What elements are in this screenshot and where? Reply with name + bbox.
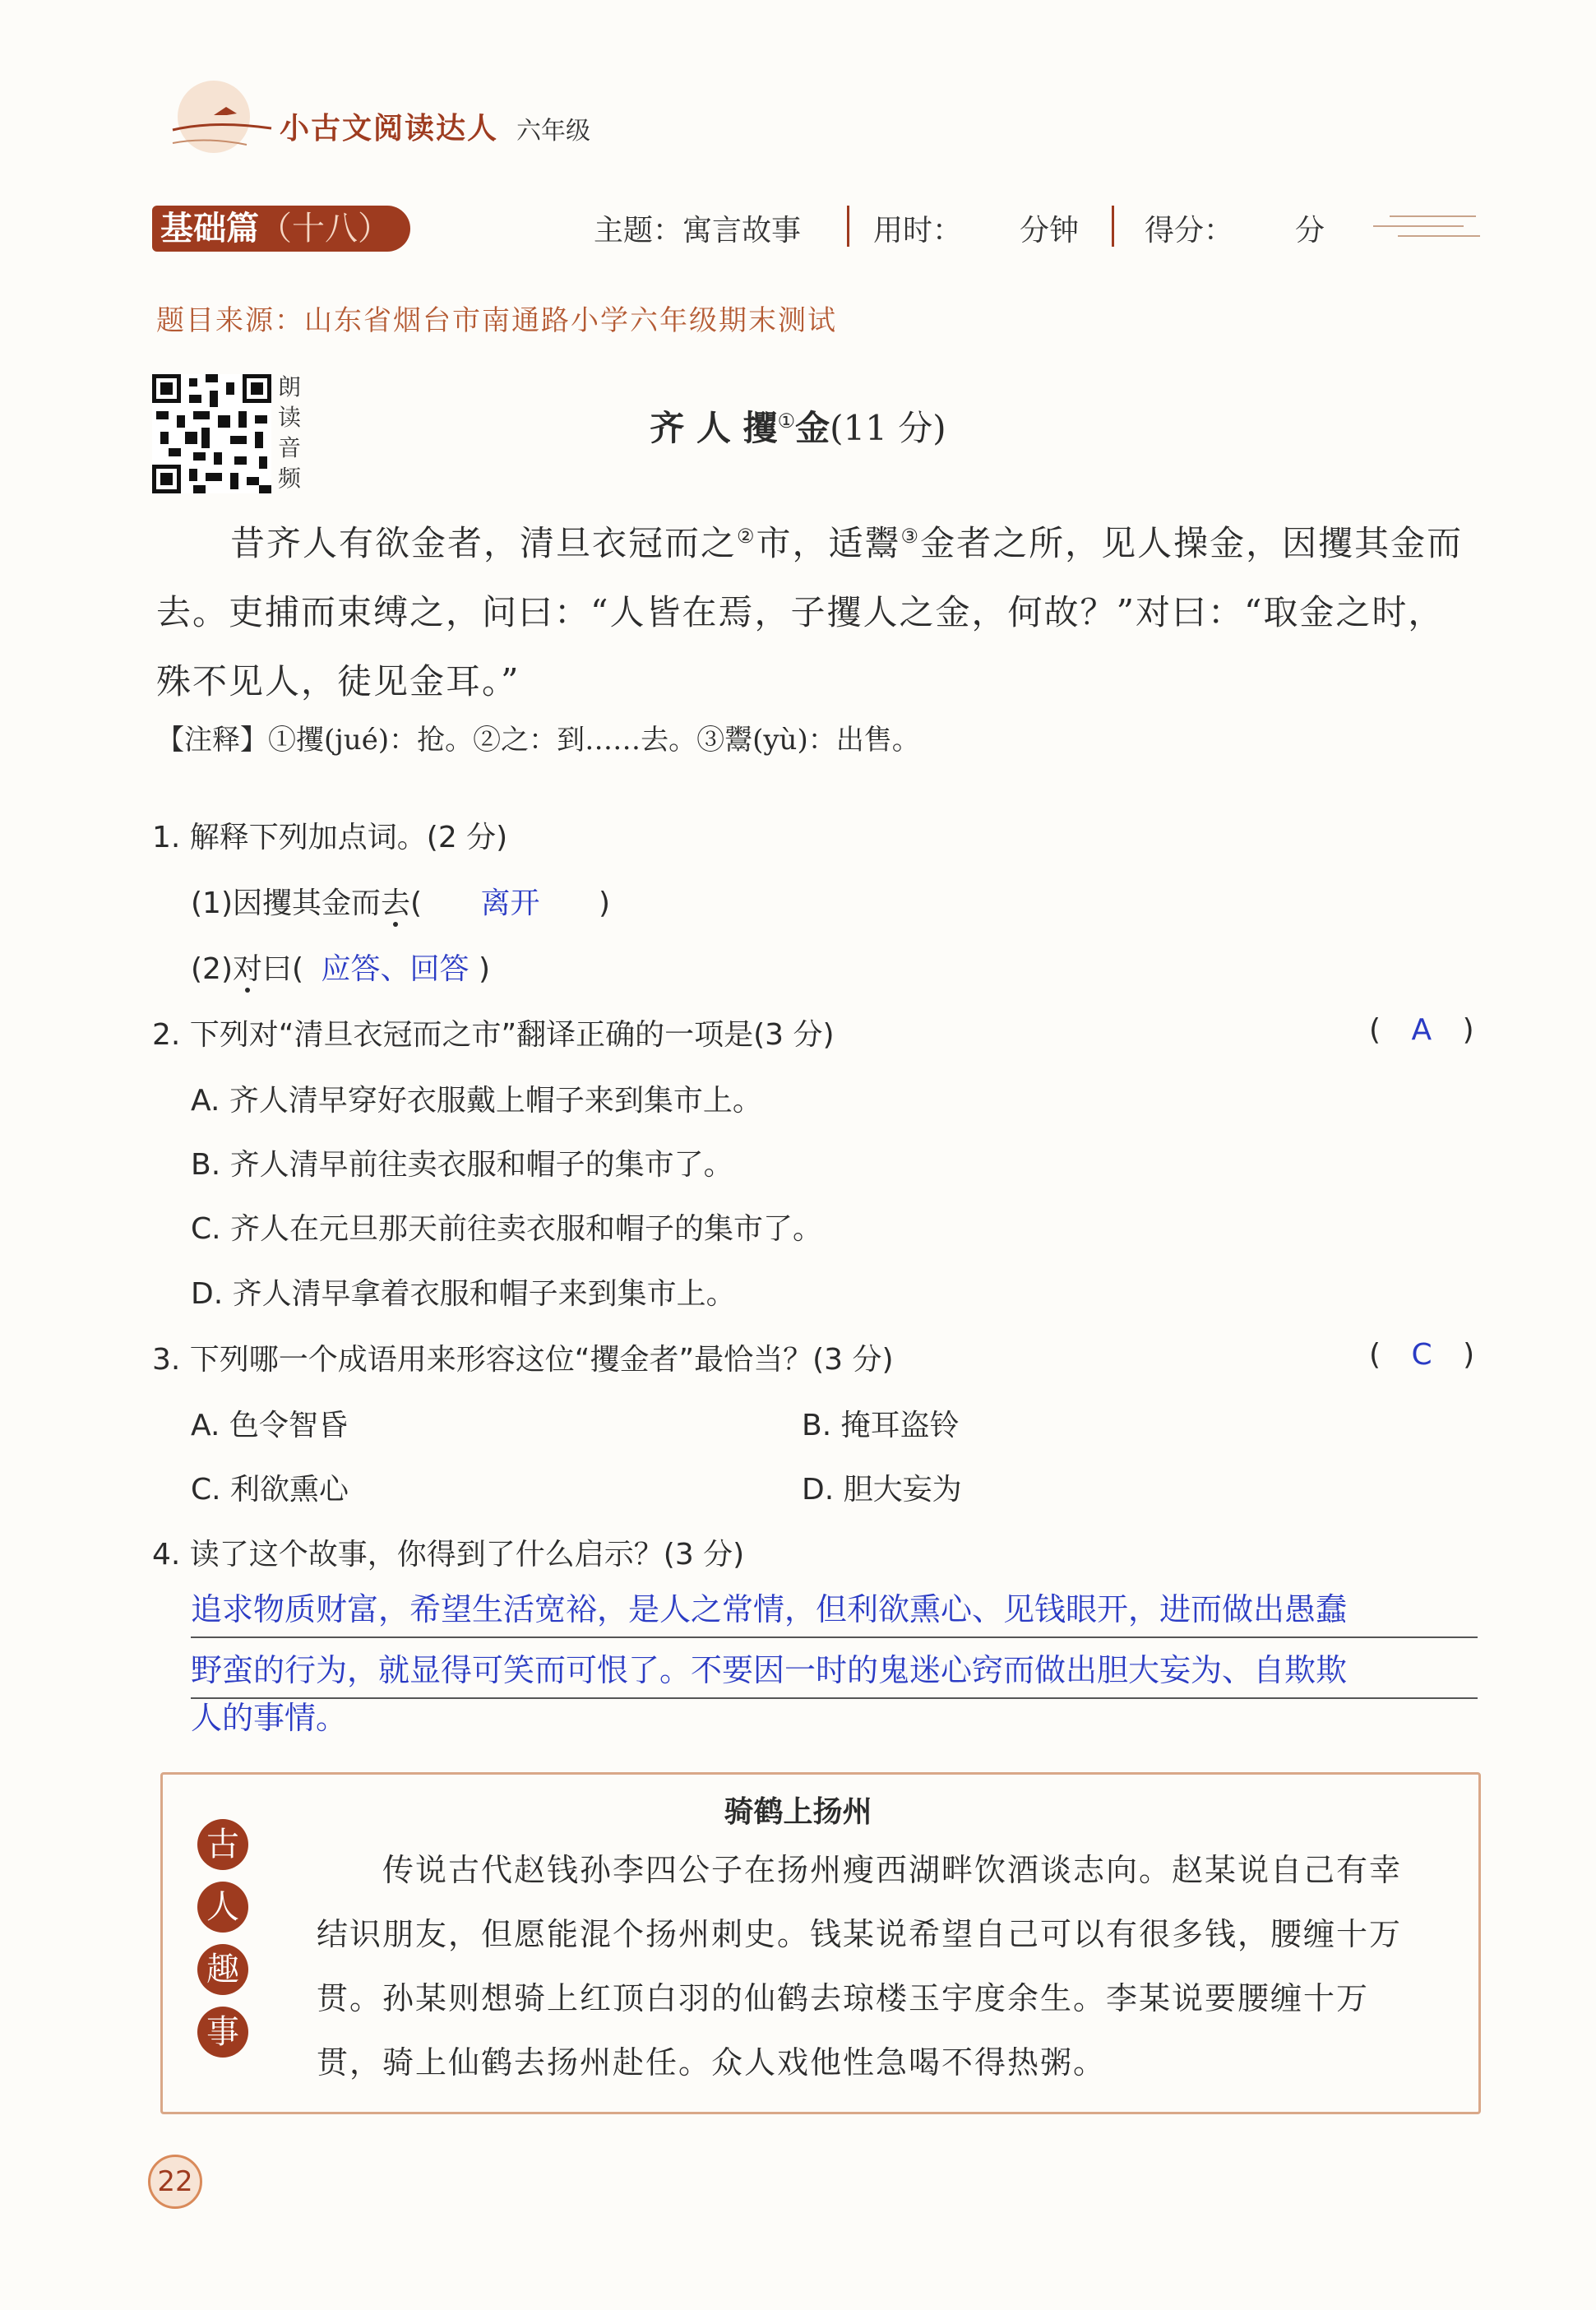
time-label: 用时： [873,214,963,248]
article-passage: 昔齐人有欲金者，清旦衣冠而之②市，适鬻③金者之所，见人操金，因攫其金而去。吏捕而束缚之，问曰：“人皆在焉，子攫人之金，何故？”对曰：“取金之时，殊不见人，徒见金耳。” [156,523,1464,701]
option-b: B. 掩耳盗铃 [802,1409,960,1442]
divider [847,206,849,247]
annotations: 【注释】①攫(jué)：抢。②之：到……去。③鬻(yù)：出售。 [156,724,920,757]
option-d: D. 齐人清早拿着衣服和帽子来到集市上。 [191,1277,736,1311]
brand-title: 小古文阅读达人 [280,112,499,146]
source-note: 题目来源：山东省烟台市南通路小学六年级期末测试 [156,304,837,337]
question-1-item-1: (1)因攫其金而去( 离开 ) [191,887,611,920]
side-label-char: 人 [197,1882,248,1933]
topic-label: 主题：寓言故事 [594,214,802,248]
score-label: 得分： [1145,214,1234,248]
score-unit: 分 [1295,214,1325,248]
question-2-stem: 2. 下列对“清旦衣冠而之市”翻译正确的一项是(3 分) [152,1018,835,1052]
side-label-char: 事 [197,2007,248,2058]
option-d: D. 胆大妄为 [802,1473,962,1507]
question-3-stem: 3. 下列哪一个成语用来形容这位“攫金者”最恰当？(3 分) [152,1343,894,1377]
side-label-char: 趣 [197,1944,248,1995]
question-1-item-2: (2)对曰( 应答、回答 ) [191,952,491,986]
answer-slot-2: ( A ) [1369,1013,1474,1047]
answer-3[interactable]: C [1411,1338,1432,1372]
section-tag [152,206,410,252]
section-number: （十八） [259,210,391,248]
question-4-stem: 4. 读了这个故事，你得到了什么启示？(3 分) [152,1538,745,1572]
option-c: C. 利欲熏心 [191,1473,349,1507]
decorative-lines-icon [1373,210,1480,243]
time-unit: 分钟 [1020,214,1080,248]
option-a: A. 色令智昏 [191,1409,348,1442]
answer-4-line-2[interactable]: 野蛮的行为，就显得可笑而可恨了。不要因一时的鬼迷心窍而做出胆大妄为、自欺欺 [191,1652,1348,1688]
answer-2[interactable]: A [1411,1013,1432,1047]
answer-1-2[interactable]: 应答、回答 [321,952,470,986]
answer-4-line-1[interactable]: 追求物质财富，希望生活宽裕，是人之常情，但利欲熏心、见钱眼开，进而做出愚蠢 [191,1591,1348,1627]
article-title: 齐 人 攫①金(11 分) [650,408,946,448]
answer-4-line-3[interactable]: 人的事情。 [191,1700,348,1736]
divider [1112,206,1114,247]
answer-1-1[interactable]: 离开 [480,887,540,920]
grade-label: 六年级 [516,117,590,146]
option-b: B. 齐人清早前往卖衣服和帽子的集市了。 [191,1148,733,1182]
option-a: A. 齐人清早穿好衣服戴上帽子来到集市上。 [191,1084,762,1118]
answer-underline [191,1636,1478,1638]
story-text: 传说古代赵钱孙李四公子在扬州瘦西湖畔饮酒谈志向。赵某说自己有幸结识朋友，但愿能混个扬州刺史。钱某说希望自己可以有很多钱，腰缠十万贯。孙某则想骑上红顶白羽的仙鹤去琼楼玉宇度余生。李某说要腰缠十万贯，骑上仙鹤去扬州赴任。众人戏他性急喝不得热粥。 [317,1852,1403,2081]
option-c: C. 齐人在元旦那天前往卖衣服和帽子的集市了。 [191,1212,823,1246]
audio-label: 朗 读 音 频 [278,373,302,492]
page-number: 22 [148,2155,202,2209]
crane-logo-icon [156,79,280,155]
side-label-char: 古 [197,1819,248,1870]
story-title: 骑鹤上扬州 [724,1795,872,1829]
answer-slot-3: ( C ) [1369,1338,1475,1372]
question-1-stem: 1. 解释下列加点词。(2 分) [152,821,508,854]
section-label: 基础篇 [160,210,259,248]
